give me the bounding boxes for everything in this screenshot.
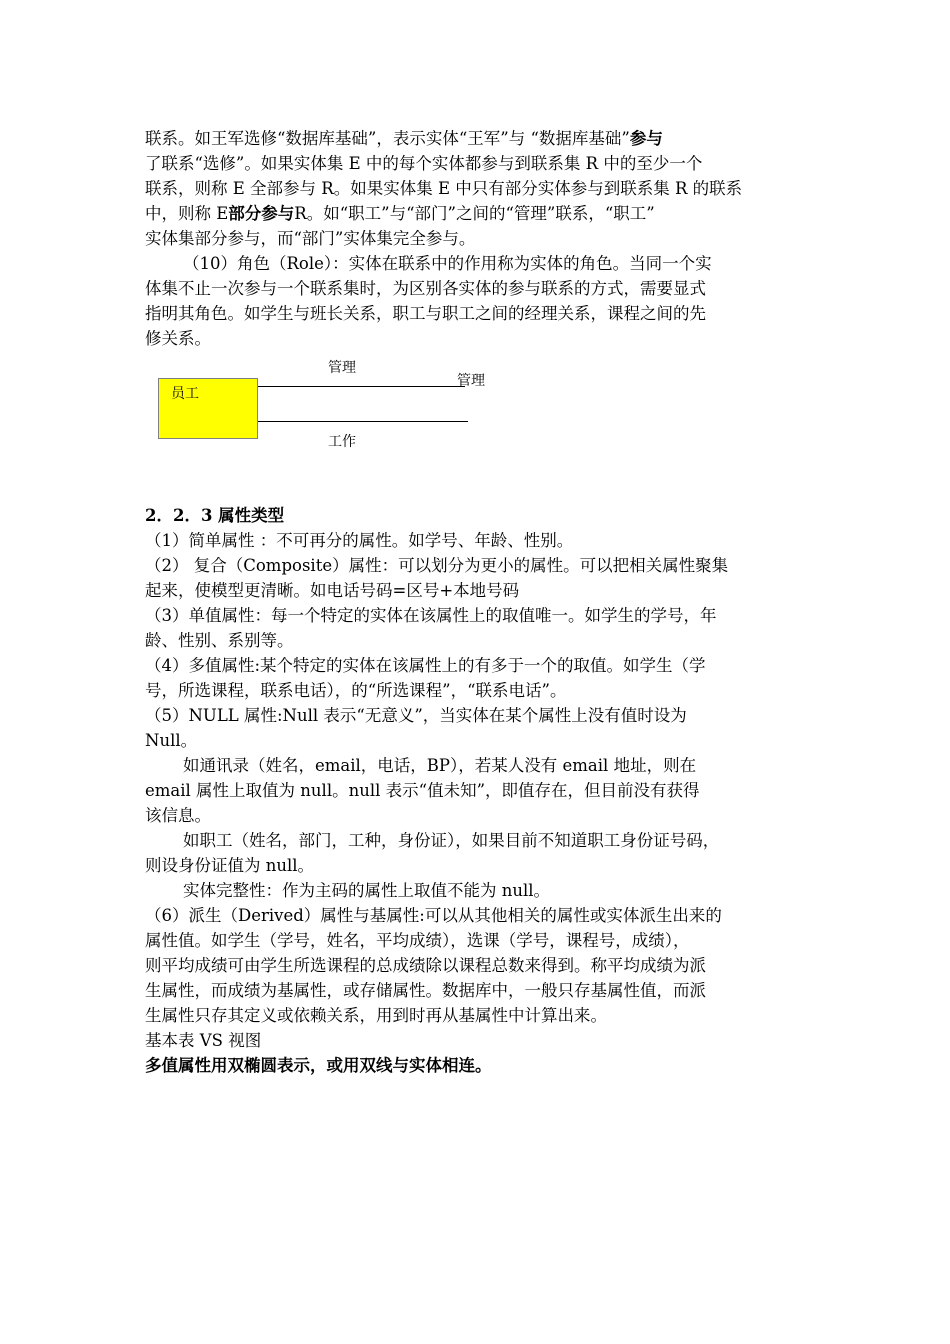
section-heading: 2．2．3 属性类型 [145, 506, 285, 525]
section-attribute-types [145, 503, 810, 1078]
relationship-line-bottom [258, 421, 468, 422]
right-role-label: 管理 [457, 373, 485, 389]
text-line: 实体集部分参与，而“部门”实体集完全参与。 [145, 229, 476, 248]
text-line: 指明其角色。如学生与班长关系，职工与职工之间的经理关系，课程之间的先 [145, 304, 706, 323]
text-line: （4）多值属性:某个特定的实体在该属性上的有多于一个的取值。如学生（学 [145, 656, 706, 675]
entity-box [158, 378, 258, 439]
text-line: 了联系“选修”。如果实体集 E 中的每个实体都参与到联系集 R 中的至少一个 [145, 154, 703, 173]
text-line: 实体完整性：作为主码的属性上取值不能为 null。 [183, 881, 551, 900]
text-line: 中，则称 E部分参与R。如“职工”与“部门”之间的“管理”联系，“职工” [145, 204, 655, 223]
text-line: （10）角色（Role）：实体在联系中的作用称为实体的角色。当同一个实 [183, 254, 712, 273]
paragraph-participation [145, 126, 810, 251]
text-line: 号，所选课程，联系电话），的“所选课程”，“联系电话”。 [145, 681, 567, 700]
text-line: （1）简单属性 ：不可再分的属性。如学号、年龄、性别。 [145, 531, 574, 550]
text-line: （6）派生（Derived）属性与基属性:可以从其他相关的属性或实体派生出来的 [145, 906, 722, 925]
text-line: 生属性，而成绩为基属性，或存储属性。数据库中，一般只存基属性值，而派 [145, 981, 706, 1000]
text-line: 该信息。 [145, 806, 211, 825]
text-line: （5）NULL 属性:Null 表示“无意义”，当实体在某个属性上没有值时设为 [145, 706, 687, 725]
text-line: （2） 复合（Composite）属性：可以划分为更小的属性。可以把相关属性聚集 [145, 556, 729, 575]
bottom-role-label: 工作 [328, 434, 356, 450]
text-line: 起来，使模型更清晰。如电话号码=区号+本地号码 [145, 581, 520, 600]
bold-summary-line: 多值属性用双椭圆表示，或用双线与实体相连。 [145, 1056, 492, 1075]
text-line: 则设身份证值为 null。 [145, 856, 315, 875]
text-line: email 属性上取值为 null。null 表示“值未知”，即值存在，但目前没有获得 [145, 781, 700, 800]
document-page [145, 126, 810, 1078]
text-line: 如职工（姓名，部门，工种，身份证），如果目前不知道职工身份证号码， [183, 831, 720, 850]
bold-term: 参与 [629, 129, 663, 148]
bold-term: 部分参与 [228, 204, 295, 223]
relationship-line-top [258, 386, 465, 387]
text-line: Null。 [145, 731, 198, 750]
text-line: 体集不止一次参与一个联系集时，为区别各实体的参与联系的方式，需要显式 [145, 279, 706, 298]
entity-label: 员工 [171, 386, 199, 402]
role-diagram [145, 351, 810, 503]
text-line: 联系，则称 E 全部参与 R。如果实体集 E 中只有部分实体参与到联系集 R 的联系 [145, 179, 743, 198]
text-line: 龄、性别、系别等。 [145, 631, 294, 650]
text-line: 修关系。 [145, 329, 211, 348]
text-line: 属性值。如学生（学号，姓名，平均成绩），选课（学号，课程号，成绩）， [145, 931, 690, 950]
text-line: 则平均成绩可由学生所选课程的总成绩除以课程总数来得到。称平均成绩为派 [145, 956, 706, 975]
top-role-label: 管理 [328, 360, 356, 376]
text-line: 基本表 VS 视图 [145, 1031, 262, 1050]
text-line: 联系。如王军选修“数据库基础”，表示实体“王军”与 “数据库基础”参与 [145, 129, 663, 148]
text-line: （3）单值属性：每一个特定的实体在该属性上的取值唯一。如学生的学号，年 [145, 606, 717, 625]
text-line: 生属性只存其定义或依赖关系，用到时再从基属性中计算出来。 [145, 1006, 607, 1025]
text-line: 如通讯录（姓名，email，电话，BP），若某人没有 email 地址，则在 [183, 756, 697, 775]
paragraph-role [145, 251, 810, 351]
